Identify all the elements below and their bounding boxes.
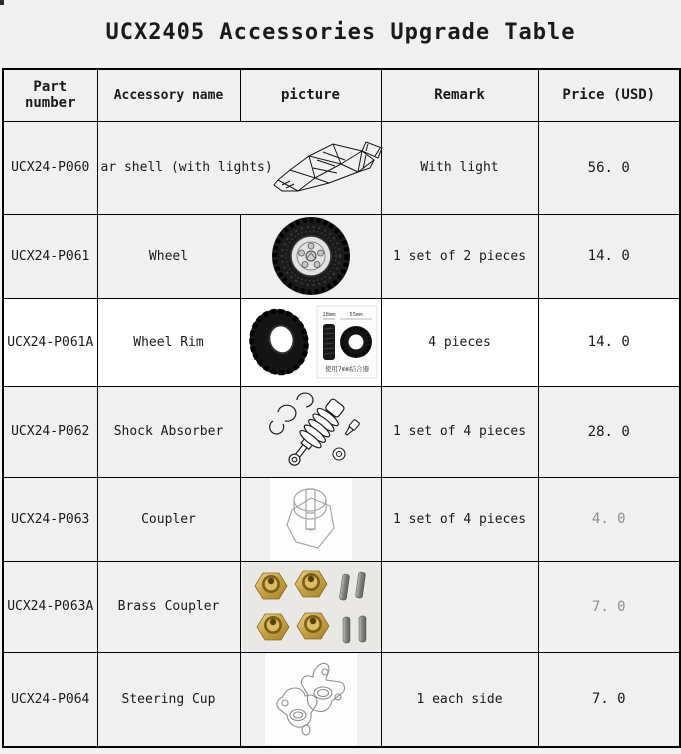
accessory-name-cell: Steering Cup (97, 652, 240, 747)
wheel-image (270, 215, 352, 297)
table-row (3, 121, 680, 214)
table-row (3, 298, 680, 386)
picture-cell (240, 477, 381, 561)
remark-cell (381, 561, 538, 652)
part-number-cell: UCX24-P063A (3, 561, 97, 652)
accessory-name-cell: Brass Coupler (97, 561, 240, 652)
coupler-image (270, 478, 352, 560)
picture-cell (240, 298, 381, 386)
col-header-picture: picture (240, 69, 381, 121)
accessory-name-cell: Wheel (97, 214, 240, 298)
picture-cell (240, 652, 381, 747)
steering-cup-image (265, 653, 357, 745)
brass-coupler-image (243, 562, 381, 651)
car-shell-image (273, 135, 387, 201)
part-number-cell: UCX24-P061 (3, 214, 97, 298)
price-cell: 7. 0 (538, 561, 680, 652)
col-header-remark: Remark (381, 69, 538, 121)
part-number-cell: UCX24-P064 (3, 652, 97, 747)
table-row (3, 214, 680, 298)
price-cell: 14. 0 (538, 214, 680, 298)
price-cell: 14. 0 (538, 298, 680, 386)
picture-cell (240, 214, 381, 298)
accessory-name-cell: Wheel Rim (97, 298, 240, 386)
part-number-cell: UCX24-P060 (3, 121, 97, 214)
picture-cell (240, 561, 381, 652)
price-cell: 4. 0 (538, 477, 680, 561)
table-row (3, 652, 680, 747)
tire-with-dimensions-image (243, 301, 381, 383)
accessory-name-cell: Shock Absorber (97, 386, 240, 477)
remark-cell: 1 set of 4 pieces (381, 386, 538, 477)
remark-cell: With light (381, 121, 538, 214)
accessories-table (2, 68, 681, 748)
part-number-cell: UCX24-P063 (3, 477, 97, 561)
price-cell: 28. 0 (538, 386, 680, 477)
table-row (3, 386, 680, 477)
header-row (3, 69, 680, 121)
col-header-price: Price (USD) (538, 69, 680, 121)
table-row (3, 477, 680, 561)
col-header-accessory-name: Accessory name (97, 69, 240, 121)
price-cell: 56. 0 (538, 121, 680, 214)
part-number-cell: UCX24-P062 (3, 386, 97, 477)
shock-absorber-image (251, 388, 371, 476)
tire-caption-label: 使用7mm结合器 (324, 365, 369, 373)
col-header-part-number: Part number (3, 69, 97, 121)
price-cell: 7. 0 (538, 652, 680, 747)
remark-cell: 1 each side (381, 652, 538, 747)
picture-cell (240, 386, 381, 477)
remark-cell: 4 pieces (381, 298, 538, 386)
accessory-name-and-picture-cell (97, 121, 381, 214)
accessory-name-cell: Coupler (97, 477, 240, 561)
tire-width-label: 28mm (321, 312, 336, 318)
page-title: UCX2405 Accessories Upgrade Table (105, 20, 576, 45)
tire-diameter-label: 55mm (348, 312, 363, 318)
remark-cell: 1 set of 2 pieces (381, 214, 538, 298)
accessory-name-label: ar shell (with lights) (100, 160, 273, 175)
table-row (3, 561, 680, 652)
corner-artifact (0, 0, 4, 5)
remark-cell: 1 set of 4 pieces (381, 477, 538, 561)
part-number-cell: UCX24-P061A (3, 298, 97, 386)
